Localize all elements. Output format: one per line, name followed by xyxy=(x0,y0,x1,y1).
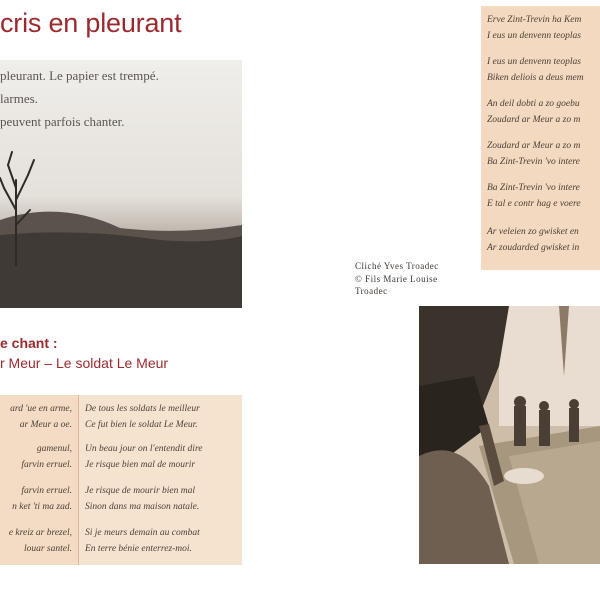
lyric-line: I eus un denvenn teoplas xyxy=(487,31,581,41)
sepia-soldiers-illustration xyxy=(419,306,600,564)
credit-line: Troadec xyxy=(355,286,388,296)
lyric-line: gamenul, xyxy=(36,444,72,454)
chant-heading-line: e chant : xyxy=(0,335,58,351)
lyric-line: Si je meurs demain au combat xyxy=(85,528,200,538)
lyric-line: Sinon dans ma maison natale. xyxy=(85,502,200,512)
lyric-line: farvin erruel. xyxy=(21,486,72,496)
french-verse xyxy=(85,525,200,557)
lyric-line: n ket 'ti ma zad. xyxy=(12,502,72,512)
lyric-line: Ar zoudarded gwisket in xyxy=(487,243,580,253)
credit-line: Cliché Yves Troadec xyxy=(355,261,439,271)
breton-verse xyxy=(487,138,580,170)
lyric-line: Zoudard ar Meur a zo m xyxy=(487,115,581,125)
breton-verse xyxy=(12,483,72,515)
breton-verse xyxy=(487,12,581,44)
credit-line: © Fils Marie Louise xyxy=(355,273,438,284)
lyric-line: En terre bénie enterrez-moi. xyxy=(85,544,192,554)
lyric-line: Ar veleien zo gwisket en xyxy=(487,227,579,237)
lyric-line: ar Meur a oe. xyxy=(19,420,72,430)
lyric-line: Un beau jour on l'entendit dire xyxy=(85,444,203,454)
breton-verse xyxy=(21,441,72,473)
caption-line: pleurant. Le papier est trempé. xyxy=(0,68,159,83)
breton-verse xyxy=(487,224,579,256)
breton-verses-box xyxy=(481,6,600,270)
photo-caption-text xyxy=(0,64,230,133)
breton-verse xyxy=(10,401,72,433)
breton-verse xyxy=(487,96,580,128)
chant-subheading: r Meur – Le soldat Le Meur xyxy=(0,355,169,371)
caption-line: larmes. xyxy=(0,91,38,106)
lyric-line: e kreiz ar brezel, xyxy=(8,528,72,538)
lyrics-french-column xyxy=(79,395,242,565)
photo-credit xyxy=(355,260,455,298)
lyric-line: Je risque de mourir bien mal xyxy=(85,486,196,496)
landscape-photo xyxy=(0,60,242,308)
lyric-line: De tous les soldats le meilleur xyxy=(85,404,200,414)
page-title: cris en pleurant xyxy=(0,8,182,38)
lyric-line: Erve Zint-Trevin ha Kem xyxy=(487,15,582,25)
lyric-line: Biken deliois a deus mem xyxy=(487,73,584,83)
lyric-line: E tal e contr hag e voere xyxy=(487,199,581,209)
soldiers-photo xyxy=(419,306,600,564)
lyric-line: farvin erruel. xyxy=(21,460,72,470)
lyric-line: Zoudard ar Meur a zo m xyxy=(487,141,581,151)
lyric-line: ard 'ue en arme, xyxy=(10,404,72,414)
lyrics-table xyxy=(0,395,242,565)
caption-line: peuvent parfois chanter. xyxy=(0,114,125,129)
lyric-line: Ba Zint-Trevin 'vo intere xyxy=(487,157,580,167)
lyric-line: Ce fut bien le soldat Le Meur. xyxy=(85,420,198,430)
lyric-line: Je risque bien mal de mourir xyxy=(85,460,196,470)
lyric-line: An deil dobti a zo goebu xyxy=(487,99,580,109)
lyric-line: I eus un denvenn teoplas xyxy=(487,57,581,67)
breton-verse xyxy=(9,525,72,557)
lyric-line: Ba Zint-Trevin 'vo intere xyxy=(487,183,580,193)
lyrics-breton-column xyxy=(0,395,79,565)
breton-verse xyxy=(487,180,581,212)
chant-heading xyxy=(0,333,168,373)
breton-verse xyxy=(487,54,584,86)
french-verse xyxy=(85,401,200,433)
french-verse xyxy=(85,441,203,473)
lyric-line: louar santel. xyxy=(23,544,72,554)
french-verse xyxy=(85,483,199,515)
